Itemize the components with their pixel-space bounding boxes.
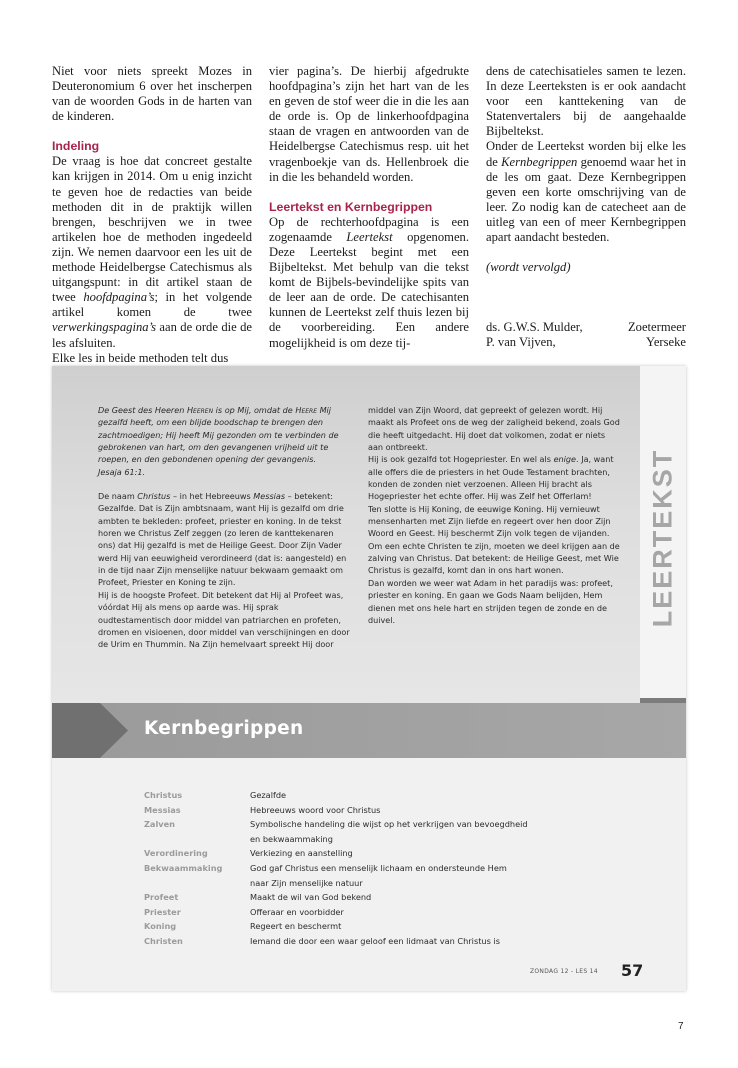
lesson-label: ZONDAG 12 - LES 14 — [530, 968, 598, 975]
leertekst-side-label: LEERTEKST — [647, 448, 678, 628]
article-paragraph: Onder de Leertekst worden bij elke les de Kernbegrippen genoemd waar het in de les om gaat. Deze Kernbegrippen geven een korte omschrijving van de leer. Zo nodig kan de catecheet aan de uitleg van een of meer Kernbegrippen apart aandacht besteden. — [486, 139, 686, 245]
term-definition: Iemand die door een waar geloof een lidmaat van Christus is — [250, 935, 501, 946]
term-definition: Regeert en beschermt — [250, 921, 342, 932]
chevron-right-icon — [52, 703, 132, 758]
term-definition: Gezalfde — [250, 790, 287, 800]
term-definition: naar Zijn menselijke natuur — [250, 877, 363, 888]
term-row — [144, 919, 664, 934]
term-definition: Maakt de wil van God bekend — [250, 892, 372, 903]
article-paragraph: vier pagina’s. De hierbij afgedrukte hoofdpagina’s zijn het hart van de les en geven de stof weer die in die les aan de orde is. Op de linkerhoofdpagina staan de vragen en antwoorden van de Heidelbergse Catechismus resp. uit het vragenboekje van ds. Hellenbroek die in die les behandeld worden. — [269, 64, 469, 184]
term-definition: Symbolische handeling die wijst op het verkrijgen van bevoegdheid — [250, 819, 528, 830]
author-name: ds. G.W.S. Mulder, — [486, 320, 583, 334]
leertekst-column-left — [98, 404, 350, 651]
term-row — [144, 832, 664, 847]
term-key: Christen — [144, 935, 183, 946]
term-key — [144, 832, 250, 847]
term-row — [144, 890, 664, 905]
term-definition: God gaf Christus een menselijk lichaam en ondersteunde Hem — [250, 862, 507, 873]
article-paragraph: Op de rechterhoofdpagina is een zogenaamde Leertekst opgenomen. Deze Leertekst begint met een Bijbeltekst. Met behulp van die tekst komt de Bijbels-bevindelijke spits van de leer aan de orde. De catechisanten kunnen de Leertekst zelf thuis lezen bij de voorbereiding. Een andere mogelijkheid is om deze tij- — [269, 214, 469, 350]
bible-reference: Jesaja 61:1. — [98, 466, 146, 477]
leertekst-paragraph: middel van Zijn Woord, dat gepreekt of gelezen wordt. Hij maakt als Profeet ons de weg der zaligheid bekend, zoals God die heeft uitgedacht. Hij doet dat volkomen, zodat er niets aan ontbreekt. — [368, 405, 620, 453]
leertekst-paragraph: Hij is de hoogste Profeet. Dit betekent dat Hij al Profeet was, vóórdat Hij als mens op aarde was. Hij sprak oudtestamentisch door middel van patriarchen en profeten, dromen en visioenen, door middel van verschijningen en door de Urim en Thummin. Na Zijn hemelvaart spreekt Hij door — [98, 589, 350, 650]
signature-row — [486, 320, 686, 335]
article-paragraph: dens de catechisatieles samen te lezen. In deze Leerteksten is er ook aandacht voor een kanttekening van de Statenvertalers bij de aangehaalde Bijbeltekst. — [486, 64, 686, 139]
term-row — [144, 861, 664, 876]
article-paragraph: De vraag is hoe dat concreet gestalte kan krijgen in 2014. Om u enig inzicht te geven hoe de redacties van beide methoden dit in de praktijk willen brengen, beschrijven we in twee artikelen hoe de methoden ingedeeld zijn. We nemen daarvoor een les uit de methode Heidelbergse Catechismus als uitgangspunt: in dit artikel staan de twee hoofdpagina’s; in het volgende artikel komen de twee verwerkingspagina’s aan de orde die de les afsluiten. — [52, 154, 253, 350]
term-definition: Verkiezing en aanstelling — [250, 848, 353, 859]
term-row — [144, 846, 664, 861]
magazine-page-number: 57 — [621, 961, 644, 980]
page-number: 7 — [678, 1021, 684, 1032]
bible-verse: De Geest des Heeren Heeren is op Mij, omdat de Heere Mij gezalfd heeft, om een blijde boodschap te brengen den zachtmoedigen; Hij heeft Mij gezonden om te verbinden de gebrokenen van hart, om den gevangenen vrijheid uit te roepen, en den gebondenen opening der gevangenis. — [98, 405, 339, 465]
author-signatures — [486, 320, 686, 350]
article-paragraph: Elke les in beide methoden telt dus — [52, 350, 229, 365]
leertekst-paragraph: Ten slotte is Hij Koning, de eeuwige Koning. Hij vernieuwt mensenharten met Zijn liefde en regeert over hen door Zijn Woord en Geest. Hij beschermt Zijn volk tegen de vijanden. Om een echte Christen te zijn, moeten we deel krijgen aan de zalving van Christus. Dat betekent: de Heilige Geest, met Wie Christus is gezalfd, komt dan in ons hart wonen. — [368, 503, 620, 576]
section-heading-indeling: Indeling — [52, 139, 100, 154]
section-heading-leertekst: Leertekst en Kernbegrippen — [269, 199, 433, 214]
term-row — [144, 905, 664, 920]
term-key: Messias — [144, 804, 181, 815]
article-column-3 — [486, 64, 686, 275]
article-column-1 — [52, 64, 252, 366]
author-name: P. van Vijven, — [486, 335, 556, 350]
magazine-page-image — [52, 366, 686, 991]
term-key: Profeet — [144, 892, 179, 903]
signature-row — [486, 335, 686, 350]
continued-note: (wordt vervolgd) — [486, 260, 571, 275]
term-key: Koning — [144, 921, 177, 932]
term-key: Verordinering — [144, 848, 208, 859]
author-place: Yerseke — [646, 335, 686, 350]
term-definition: Offeraar en voorbidder — [250, 906, 344, 917]
term-key — [144, 876, 250, 891]
term-row — [144, 817, 664, 832]
term-key: Bekwaammaking — [144, 862, 223, 873]
term-key: Priester — [144, 906, 181, 917]
leertekst-column-right — [368, 404, 622, 626]
kernbegrippen-list — [144, 788, 664, 949]
leertekst-paragraph: Dan worden we weer wat Adam in het paradijs was: profeet, priester en koning. En gaan we Gods Naam belijden, Hem dienen met ons hele hart en strijden tegen de zonde en de duivel. — [368, 577, 613, 625]
term-key: Zalven — [144, 819, 175, 830]
kernbegrippen-title: Kernbegrippen — [144, 718, 304, 739]
term-row — [144, 788, 664, 803]
leertekst-paragraph: De naam Christus – in het Hebreeuws Messias – betekent: Gezalfde. Dat is Zijn ambtsnaam, want Hij is gezalfd om drie ambten te bekleden: profeet, priester en koning. In de tekst horen we Christus Zelf zeggen (zo leren de kanttekenaren ons) dat Hij gezalfd is met de Heilige Geest. Door Zijn Vader werd Hij van eeuwigheid verordineerd (dat is: aangesteld) en in de tijd naar Zijn menselijke natuur bekwaam gemaakt om Profeet, Priester en Koning te zijn. — [98, 491, 347, 588]
term-row — [144, 876, 664, 891]
term-row — [144, 803, 664, 818]
term-definition: Hebreeuws woord voor Christus — [250, 804, 381, 815]
article-paragraph: Niet voor niets spreekt Mozes in Deuteronomium 6 over het inscherpen van de woorden Gods in de harten van de kinderen. — [52, 64, 252, 124]
leertekst-paragraph: Hij is ook gezalfd tot Hogepriester. En wel als enige. Ja, want alle offers die de priesters in het Oude Testament brachten, konden de zonden niet verzoenen. Alleen Hij bracht als Hogepriester het echte offer. Hij was Zelf het Offerlam! — [368, 454, 614, 502]
term-key: Christus — [144, 790, 183, 800]
term-row — [144, 934, 664, 949]
article-column-2 — [269, 64, 469, 351]
author-place: Zoetermeer — [627, 320, 686, 334]
term-definition: en bekwaammaking — [250, 833, 333, 844]
